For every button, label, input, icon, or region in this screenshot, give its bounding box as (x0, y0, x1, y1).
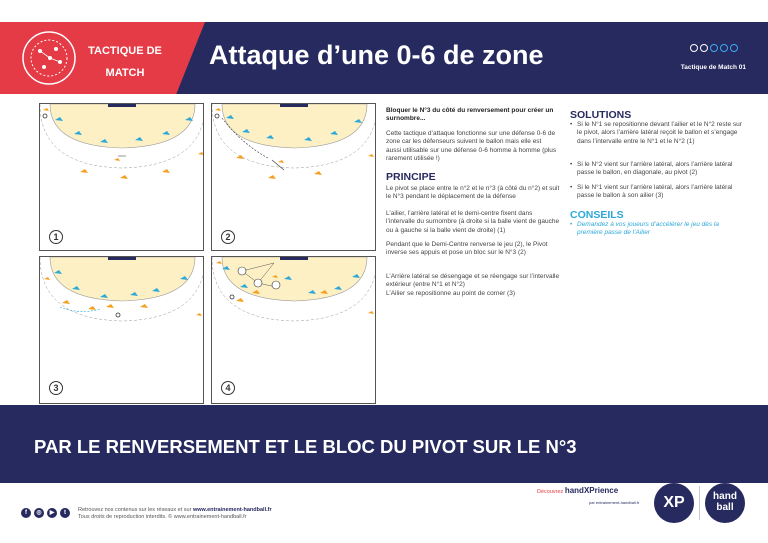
solution-item: • Si le N°1 se repositionne devant l’ailier et le N°2 reste sur le pivot, alors l’arrière latéral reçoit le ballon et s’engage dans l’intervalle entre le N°1 et le N°2 (1) (570, 121, 742, 146)
conseil-item: • Demandez à vos joueurs d’accélérer le jeu dès la première passe de l’Ailier (570, 221, 742, 238)
hb-logo-line-2: ball (716, 502, 734, 513)
intro-lead: Bloquer le N°3 du côté du renversement pour créer un surnombre... (386, 107, 554, 123)
conseils-heading: CONSEILS (570, 209, 624, 221)
match-number: Tactique de Match 01 (680, 64, 746, 71)
xp-top-label: hand (669, 476, 679, 481)
solution-item: • Si le N°1 vient sur l’arrière latéral, alors l’arrière latéral passe le ballon à son ailier (3) (570, 184, 742, 201)
principe-p4: L’Arrière latéral se désengage et se réengage sur l’intervalle extérieur (entre N°1 et N°2) L’Ailier se repositionne au point de corner (3) (386, 273, 560, 297)
court-diagram-4 (211, 256, 376, 404)
instagram-icon[interactable]: ◎ (34, 508, 44, 518)
footer-line-1 (78, 507, 272, 513)
facebook-icon[interactable]: f (21, 508, 31, 518)
footer-divider (699, 486, 700, 520)
discover-prefix: Découvrez (537, 489, 565, 495)
discover-brand: handXPrience (564, 486, 619, 495)
footer-site-link[interactable]: www.entrainement-handball.fr (192, 507, 272, 513)
ball-icon (690, 44, 698, 52)
difficulty-balls (690, 44, 738, 52)
court-diagram-1 (39, 103, 204, 251)
twitter-icon[interactable]: t (60, 508, 70, 518)
discover-sub: par entrainement-handball.fr (589, 500, 640, 505)
banner-text: PAR LE RENVERSEMENT ET LE BLOC DU PIVOT SUR LE N°3 (34, 436, 577, 457)
ball-icon (720, 44, 728, 52)
diagram-number: 2 (221, 230, 235, 244)
tactic-badge (84, 40, 166, 84)
court-diagram-2 (211, 103, 376, 251)
tactic-logo-icon (20, 29, 78, 87)
page-title: Attaque d’une 0-6 de zone (209, 40, 544, 70)
youtube-icon[interactable]: ▶ (47, 508, 57, 518)
ball-icon (700, 44, 708, 52)
ball-icon (730, 44, 738, 52)
principe-p3: Pendant que le Demi-Centre renverse le jeu (2), le Pivot inverse ses appuis et pose un bloc sur le N°3 (2) (386, 241, 548, 257)
badge-line-1: TACTIQUE DE (88, 45, 162, 57)
hb-logo-line-1: hand (713, 491, 737, 502)
diagram-number: 4 (221, 381, 235, 395)
social-links (21, 508, 70, 518)
handball-logo[interactable] (705, 483, 745, 523)
diagram-number: 3 (49, 381, 63, 395)
badge-line-2: MATCH (105, 67, 145, 79)
footer-prefix: Retrouvez nos contenus sur les réseaux et sur (78, 507, 193, 513)
principe-p2: L’ailier, l’arrière latéral et le demi-centre fixent dans l’intervalle du surnombre (à droite si la balle vient de gauche ou à gauche si la balle vient de droite) (1) (386, 210, 560, 234)
handxprience-promo[interactable] (537, 486, 618, 495)
ball-icon (710, 44, 718, 52)
court-diagram-3 (39, 256, 204, 404)
diagram-number: 1 (49, 230, 63, 244)
xp-logo[interactable]: XP (654, 483, 694, 523)
principe-heading: PRINCIPE (386, 171, 436, 183)
footer-line-2: Tous droits de reproduction interdits. © www.entrainement-handball.fr (78, 514, 247, 520)
principe-p1: Le pivot se place entre le n°2 et le n°3 (à côté du n°2) et suit le N°3 pendant le déplacement de la défense (386, 185, 560, 201)
intro-body: Cette tactique d’attaque fonctionne sur une défense 0-6 de zone car les défenseurs suivent le ballon mais elle est aussi utilisable sur une défense 0-6 homme à homme (plus rarement utilisée !) (386, 130, 557, 162)
solutions-heading: SOLUTIONS (570, 109, 632, 121)
solution-item: • Si le N°2 vient sur l’arrière latéral, alors l’arrière latéral passe le ballon, en diagonale, au pivot (2) (570, 161, 742, 178)
